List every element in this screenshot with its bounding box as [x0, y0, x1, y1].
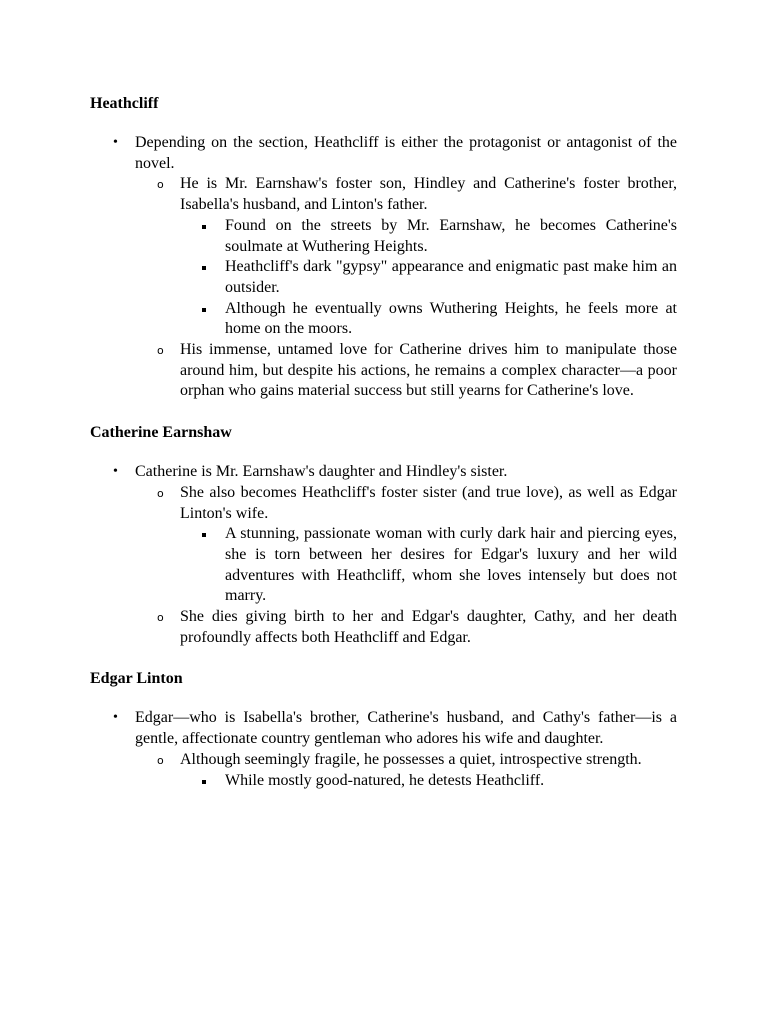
- list-item: [157, 750, 677, 791]
- list-item: [225, 257, 677, 298]
- list-item-text: Catherine is Mr. Earnshaw's daughter and Hindley's sister.: [135, 463, 508, 481]
- list-item-text: She also becomes Heathcliff's foster sister (and true love), as well as Edgar Linton's wife.: [180, 483, 677, 522]
- bullet-circle-icon: o: [157, 486, 164, 500]
- section-edgar-linton: [90, 668, 677, 791]
- section-heading: Heathcliff: [90, 95, 159, 112]
- bullet-dot-icon: •: [113, 464, 118, 480]
- list-item: [113, 133, 677, 402]
- list-item-text: Found on the streets by Mr. Earnshaw, he becomes Catherine's soulmate at Wuthering Heights.: [225, 216, 677, 255]
- bullet-dot-icon: •: [113, 710, 118, 726]
- bullet-dot-icon: •: [113, 135, 118, 150]
- bullet-circle-icon: o: [157, 178, 164, 192]
- detail-bullet-list: [180, 524, 677, 607]
- list-item: [157, 174, 677, 340]
- sub-bullet-list: [135, 750, 677, 791]
- bullet-square-icon: [202, 266, 206, 270]
- section-heading: Edgar Linton: [90, 670, 183, 688]
- bullet-circle-icon: o: [157, 753, 164, 767]
- list-item: [113, 708, 677, 791]
- section-catherine-earnshaw: [90, 422, 677, 648]
- sub-bullet-list: [135, 174, 677, 402]
- bullet-square-icon: [202, 780, 206, 784]
- detail-bullet-list: [180, 771, 677, 792]
- bullet-square-icon: [202, 225, 206, 229]
- list-item: [225, 299, 677, 340]
- bullet-list: [90, 133, 677, 402]
- sub-bullet-list: [135, 483, 677, 649]
- bullet-square-icon: [202, 533, 206, 537]
- list-item-text: Although seemingly fragile, he possesses a quiet, introspective strength.: [180, 750, 642, 768]
- list-item-text: His immense, untamed love for Catherine drives him to manipulate those around him, but despite his actions, he remains a complex character—a poor orphan who gains material success but still yearns for Catherine's love.: [180, 341, 677, 400]
- list-item-text: Depending on the section, Heathcliff is either the protagonist or antagonist of the novel.: [135, 134, 677, 172]
- bullet-square-icon: [202, 308, 206, 312]
- list-item-text: While mostly good-natured, he detests Heathcliff.: [225, 771, 545, 789]
- bullet-list: [90, 708, 677, 791]
- list-item: [157, 607, 677, 648]
- list-item: [225, 216, 677, 257]
- list-item-text: A stunning, passionate woman with curly dark hair and piercing eyes, she is torn between her desires for Edgar's luxury and her wild adventures with Heathcliff, whom she loves intensely but does not marry.: [225, 525, 677, 605]
- section-heathcliff: [90, 93, 677, 402]
- list-item: [225, 771, 677, 792]
- list-item: [225, 524, 677, 607]
- bullet-circle-icon: o: [157, 344, 164, 358]
- list-item-text: Heathcliff's dark "gypsy" appearance and enigmatic past make him an outsider.: [225, 258, 677, 296]
- detail-bullet-list: [180, 216, 677, 340]
- list-item-text: Edgar—who is Isabella's brother, Catherine's husband, and Cathy's father—is a gentle, affectionate country gentleman who adores his wife and daughter.: [135, 709, 677, 748]
- list-item-text: She dies giving birth to her and Edgar's daughter, Cathy, and her death profoundly affects both Heathcliff and Edgar.: [180, 608, 677, 646]
- list-item: [157, 340, 677, 402]
- bullet-circle-icon: o: [157, 611, 164, 625]
- section-heading: Catherine Earnshaw: [90, 424, 232, 442]
- list-item: [113, 462, 677, 648]
- list-item: [157, 483, 677, 607]
- list-item-text: He is Mr. Earnshaw's foster son, Hindley and Catherine's foster brother, Isabella's husband, and Linton's father.: [180, 175, 677, 214]
- bullet-list: [90, 462, 677, 648]
- document-page: [90, 93, 677, 811]
- list-item-text: Although he eventually owns Wuthering Heights, he feels more at home on the moors.: [225, 299, 677, 338]
